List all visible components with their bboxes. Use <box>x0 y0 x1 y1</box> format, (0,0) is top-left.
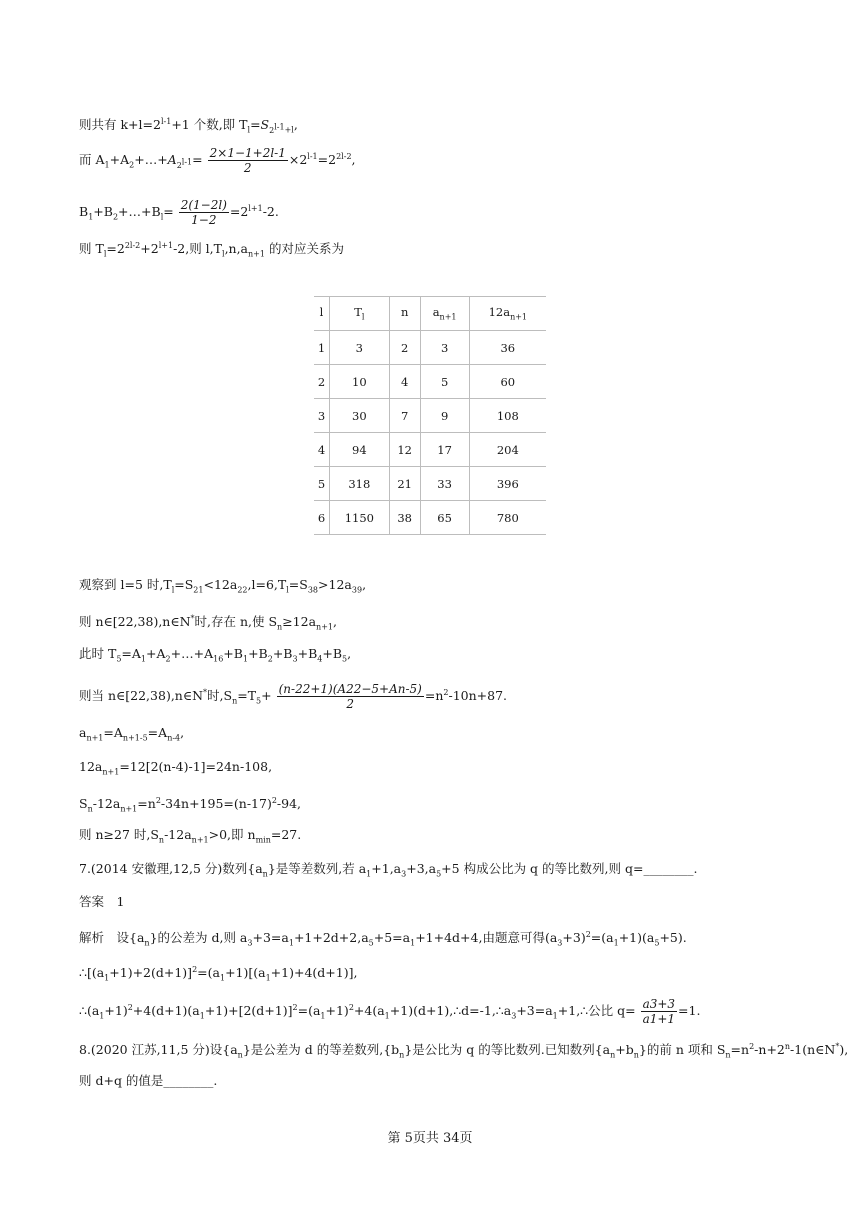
table-cell: 12 <box>389 433 420 467</box>
text-line-12: 则 n≥27 时$,S_n-12a_{n+1}>0$,即 $n_{min}=27$. <box>79 827 302 845</box>
table-cell: 780 <box>469 501 546 535</box>
table-cell: 65 <box>420 501 469 535</box>
table-row <box>314 467 546 501</box>
table-row <box>314 501 546 535</box>
table-cell: 204 <box>469 433 546 467</box>
text-line-1: 则共有 $k+l=2^{l-1}+1$ 个数,即 $T_l=S_{2^{l-1}+l}$, <box>79 117 298 135</box>
solution-line-2: $\therefore[(a_1+1)+2(d+1)]^2=(a_1+1)[(a_1+1)+4(d+1)]$, <box>79 965 358 983</box>
table-cell: 33 <box>420 467 469 501</box>
fraction: $\frac{(n-22+1)(A22-5+An-5)}{2}$ <box>278 682 422 711</box>
text-line-8: 则当 n∈[22,38),n∈N*时$,S_n=T_5+$ $\frac{(n-22+1)(A22-5+An-5)}{2}$ $=n^2-10n+87$. <box>79 682 508 711</box>
table-cell: 5 <box>314 467 329 501</box>
text-line-3: $B_1+B_2+\dots+B_l=$ $\frac{2(1-2l)}{1-2}$ $=2^{l+1}-2$. <box>79 198 279 227</box>
solution-line-1: 解析 设$\{a_n\}$的公差为 d,则 $a_3+3=a_1+1+2d+2,a_5+5=a_1+1+4d+4$,由题意可得$(a_3+3)^2=(a_1+1)(a_5+5)$. <box>79 930 687 948</box>
table-cell: 4 <box>314 433 329 467</box>
table-row <box>314 365 546 399</box>
question-8: 8.(2020 江苏,11,5 分)设$\{a_n\}$是公差为 d 的等差数列$,\{b_n\}$是公比为 q 的等比数列.已知数列$\{a_n+b_n\}$的前 n 项和 $S_n=n^2-n+2^n-1(n\in N^*)$, <box>79 1042 849 1060</box>
text-line-11: $S_n-12a_{n+1}=n^2-34n+195=(n-17)^2-94$, <box>79 796 302 814</box>
table-cell: 7 <box>389 399 420 433</box>
table-cell: 5 <box>420 365 469 399</box>
table-cell: 2 <box>314 365 329 399</box>
solution-line-3: $\therefore(a_1+1)^2+4(d+1)(a_1+1)+[2(d+1)]^2=(a_1+1)^2+4(a_1+1)(d+1),\therefore d=-1,\therefore a_3+3=a_1+1,\therefore$公比 q= $\frac{a3+3}{a1+1}$ =1. <box>79 997 701 1026</box>
table-cell: 396 <box>469 467 546 501</box>
answer-7: 答案 1 <box>79 894 125 909</box>
table-row <box>314 433 546 467</box>
table-header-cell: l <box>314 297 329 331</box>
text-line-5: 观察到 l=5 时$,T_l=S_{21}<12a_{22},l=6,T_l=S_{38}>12a_{39}$, <box>79 577 367 595</box>
table-cell: 2 <box>389 331 420 365</box>
table-cell: 4 <box>389 365 420 399</box>
table-header-cell: $12a_{n+1}$ <box>469 297 546 331</box>
fraction: $\frac{2(1-2l)}{1-2}$ <box>180 198 227 227</box>
table-cell: 3 <box>314 399 329 433</box>
table-cell: 38 <box>389 501 420 535</box>
fraction: $\frac{2\times 1-1+2l-1}{2}$ <box>209 146 286 175</box>
table-cell: 30 <box>329 399 389 433</box>
table-cell: 318 <box>329 467 389 501</box>
question-8-continued: 则 d+q 的值是________. <box>79 1073 218 1088</box>
table-row <box>314 331 546 365</box>
table-header-cell: $a_{n+1}$ <box>420 297 469 331</box>
text-line-2: 而 $A_1+A_2+\dots+A_{2^{l-1}}=$ $\frac{2\times 1-1+2l-1}{2}$ $\times 2^{l-1}=2^{2l-2}$, <box>79 146 356 175</box>
text-line-9: $a_{n+1}=A_{n+1-5}=A_{n-4}$, <box>79 725 185 743</box>
correspondence-table <box>314 296 546 535</box>
text-line-6: 则 n∈[22,38),n∈N*时,存在 n,使 $S_n\ge 12a_{n+1}$, <box>79 614 337 632</box>
table-row <box>314 399 546 433</box>
table-cell: 1150 <box>329 501 389 535</box>
table-header-row <box>314 297 546 331</box>
table-cell: 60 <box>469 365 546 399</box>
table-cell: 94 <box>329 433 389 467</box>
question-7: 7.(2014 安徽理,12,5 分)数列$\{a_n\}$是等差数列,若 $a_1+1,a_3+3,a_5+5$ 构成公比为 q 的等比数列,则 q=________. <box>79 861 698 879</box>
table-header-cell: n <box>389 297 420 331</box>
page-footer: 第 5页共 34页 <box>387 1131 473 1146</box>
table-header-cell: $T_l$ <box>329 297 389 331</box>
table-cell: 3 <box>329 331 389 365</box>
table-cell: 21 <box>389 467 420 501</box>
table-cell: 6 <box>314 501 329 535</box>
table-cell: 108 <box>469 399 546 433</box>
text-line-10: $12a_{n+1}=12[2(n-4)-1]=24n-108$, <box>79 759 273 777</box>
table-cell: 17 <box>420 433 469 467</box>
table-cell: 9 <box>420 399 469 433</box>
text-line-4: 则 $T_l=2^{2l-2}+2^{l+1}-2$,则 $l,T_l,n,a_{n+1}$ 的对应关系为 <box>79 241 344 259</box>
text-line-7: 此时 $T_5=A_1+A_2+\dots+A_{16}+B_1+B_2+B_3+B_4+B_5$, <box>79 646 352 664</box>
table-cell: 36 <box>469 331 546 365</box>
table-cell: 10 <box>329 365 389 399</box>
table-cell: 1 <box>314 331 329 365</box>
table-cell: 3 <box>420 331 469 365</box>
fraction: $\frac{a3+3}{a1+1}$ <box>642 997 676 1026</box>
